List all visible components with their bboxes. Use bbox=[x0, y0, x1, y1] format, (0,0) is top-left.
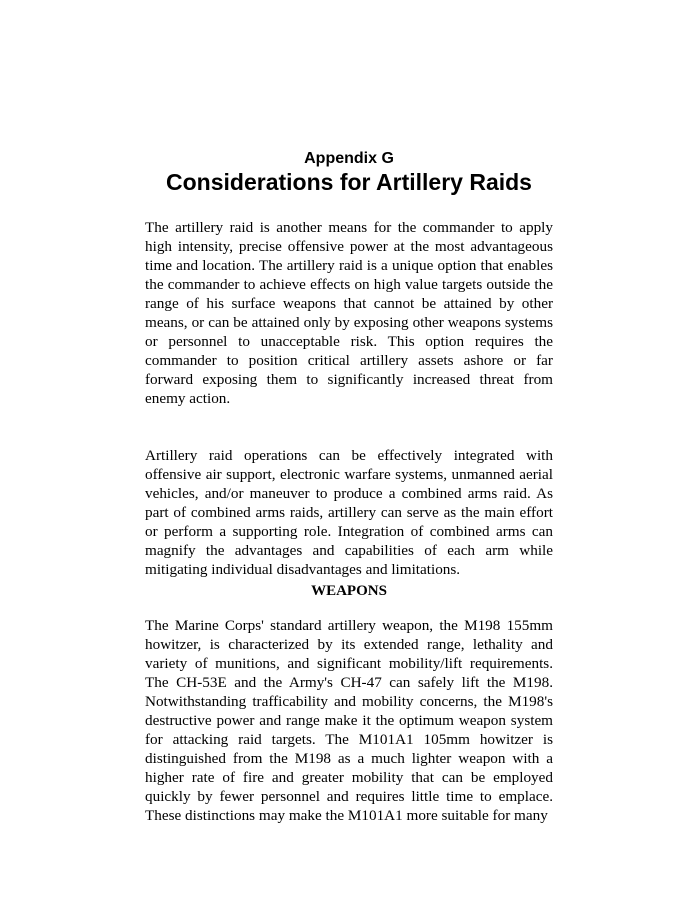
appendix-label: Appendix G bbox=[304, 150, 394, 167]
weapons-paragraph: The Marine Corps' standard artillery weapon, the M198 155mm howitzer, is characterized by its extended range, lethality and variety of munitions, and significant mobility/lift requirements. The CH-53E and the Army's CH-47 can safely lift the M198. Notwithstanding trafficability and mobility concerns, the M198's destructive power and range make it the optimum weapon system for attacking raid targets. The M101A1 105mm howitzer is distinguished from the M198 as a much lighter weapon with a higher rate of fire and greater mobility that can be employed quickly by fewer personnel and requires little time to emplace. These distinctions may make the M101A1 more suitable for many bbox=[145, 617, 553, 824]
weapons-heading: WEAPONS bbox=[311, 583, 387, 599]
intro-paragraph: The artillery raid is another means for the commander to apply high intensity, precise offensive power at the most advantageous time and location. The artillery raid is a unique option that enables the commander to achieve effects on high value targets outside the range of his surface weapons that cannot be attained by other means, or can be attained only by exposing other weapons systems or personnel to unacceptable risk. This option requires the commander to position critical artillery assets ashore or far forward exposing them to significantly increased threat from enemy action. bbox=[145, 219, 553, 407]
combined-arms-paragraph: Artillery raid operations can be effectively integrated with offensive air support, electronic warfare systems, unmanned aerial vehicles, and/or maneuver to produce a combined arms raid. As part of combined arms raids, artillery can serve as the main effort or perform a supporting role. Integration of combined arms can magnify the advantages and capabilities of each arm while mitigating individual disadvantages and limitations. bbox=[145, 447, 553, 578]
page-title: Considerations for Artillery Raids bbox=[166, 169, 532, 195]
